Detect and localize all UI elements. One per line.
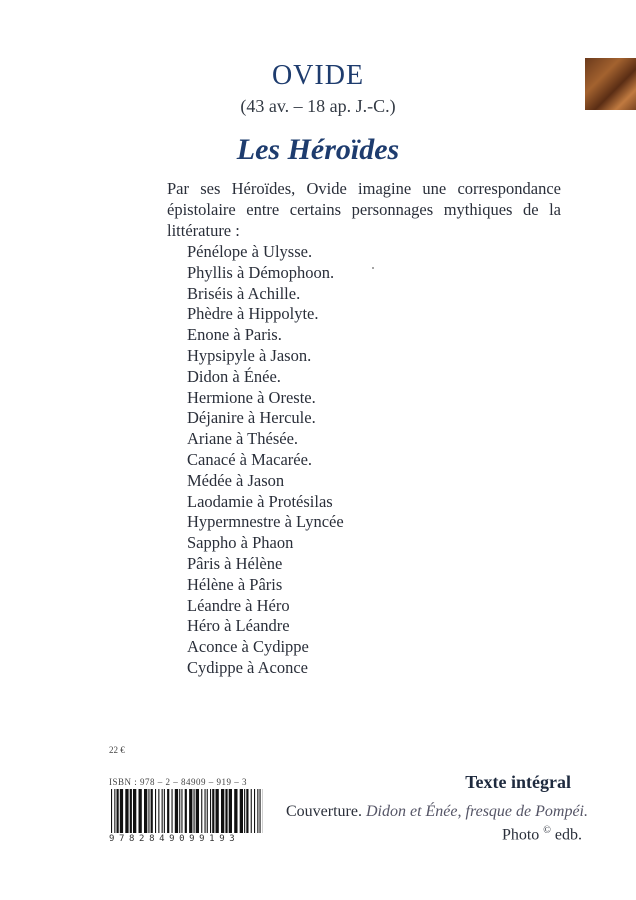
texte-integral: Texte intégral	[465, 772, 571, 792]
barcode-bar	[240, 789, 243, 833]
letter-item: Cydippe à Aconce	[187, 657, 308, 677]
letter-item: Canacé à Macarée.	[187, 449, 313, 469]
barcode-bar	[162, 789, 163, 833]
letter-item: Hélène à Pâris	[187, 574, 283, 594]
photo-credit	[502, 825, 582, 844]
letter-item: Pâris à Hélène	[187, 553, 283, 573]
barcode	[111, 789, 263, 833]
barcode-bar	[155, 789, 156, 833]
letter-item: Phèdre à Hippolyte.	[187, 304, 319, 324]
barcode-bar	[210, 789, 211, 833]
barcode-bar	[212, 789, 214, 833]
barcode-bar	[120, 789, 123, 833]
couverture-caption: Didon et Énée, fresque de Pompéi.	[365, 803, 588, 820]
letter-item: Briséis à Achille.	[187, 283, 301, 303]
cover-credit	[286, 803, 588, 821]
barcode-bar	[254, 789, 255, 833]
author-name: OVIDE	[271, 60, 365, 91]
barcode-bar	[189, 789, 192, 833]
letter-item: Hypsipyle à Jason.	[187, 345, 312, 365]
letter-item: Léandre à Héro	[187, 595, 290, 615]
barcode-bar	[216, 789, 219, 833]
letter-item: Didon à Énée.	[187, 366, 281, 386]
barcode-bar	[229, 789, 232, 833]
isbn: ISBN : 978 – 2 – 84909 – 919 – 3	[109, 777, 248, 787]
barcode-bar	[125, 789, 128, 833]
barcode-bar	[234, 789, 237, 833]
barcode-bar	[111, 789, 112, 833]
print-speck	[372, 267, 374, 269]
letter-item: Hypermnestre à Lyncée	[187, 512, 344, 532]
photo-label: Photo	[501, 826, 540, 844]
barcode-bar	[164, 789, 165, 833]
letter-item: Ariane à Thésée.	[187, 429, 299, 449]
letter-item: Sappho à Phaon	[187, 533, 294, 553]
letter-item: Médée à Jason	[187, 470, 285, 490]
letter-item: Déjanire à Hercule.	[187, 408, 316, 428]
copyright-symbol: ©	[543, 825, 551, 836]
barcode-bar	[117, 789, 119, 833]
barcode-bar	[139, 789, 142, 833]
letter-item: Aconce à Cydippe	[187, 637, 309, 657]
barcode-bar	[205, 789, 206, 833]
barcode-bar	[151, 789, 153, 833]
barcode-digits: 9782849099193	[109, 834, 240, 844]
letter-item: Laodamie à Protésilas	[187, 491, 333, 511]
book-title: Les Héroïdes	[236, 133, 400, 166]
barcode-bar	[185, 789, 187, 833]
barcode-bar	[130, 789, 132, 833]
barcode-bar	[260, 789, 261, 833]
barcode-bar	[175, 789, 178, 833]
barcode-bar	[201, 789, 202, 833]
letters-list	[187, 242, 344, 679]
couverture-label: Couverture.	[286, 803, 362, 820]
barcode-bar	[181, 789, 182, 833]
barcode-bar	[246, 789, 248, 833]
barcode-bar	[251, 789, 252, 833]
letter-item: Pénélope à Ulysse.	[187, 242, 313, 261]
barcode-bar	[244, 789, 245, 833]
barcode-bar	[148, 789, 149, 833]
photo-owner: edb.	[554, 826, 582, 844]
letter-item: Enone à Paris.	[187, 325, 282, 345]
barcode-bar	[221, 789, 224, 833]
intro-paragraph: Par ses Héroïdes, Ovide imagine une correspondance épistolaire entre certains personnages mythiques de la littérature :	[167, 179, 561, 240]
barcode-bar	[172, 789, 173, 833]
barcode-bar	[179, 789, 180, 833]
barcode-bar	[133, 789, 136, 833]
barcode-bar	[194, 789, 195, 833]
author-dates: (43 av. – 18 ap. J.-C.)	[240, 96, 396, 116]
letter-item: Hermione à Oreste.	[187, 387, 316, 407]
barcode-bar	[114, 789, 115, 833]
barcode-bar	[167, 789, 169, 833]
letter-item: Phyllis à Démophoon.	[187, 262, 335, 282]
price: 22 €	[109, 745, 125, 755]
barcode-bar	[207, 789, 208, 833]
barcode-bar	[158, 789, 159, 833]
letter-item: Héro à Léandre	[187, 616, 290, 636]
barcode-bar	[225, 789, 227, 833]
barcode-bar	[144, 789, 147, 833]
barcode-bar	[196, 789, 199, 833]
barcode-bar	[257, 789, 258, 833]
